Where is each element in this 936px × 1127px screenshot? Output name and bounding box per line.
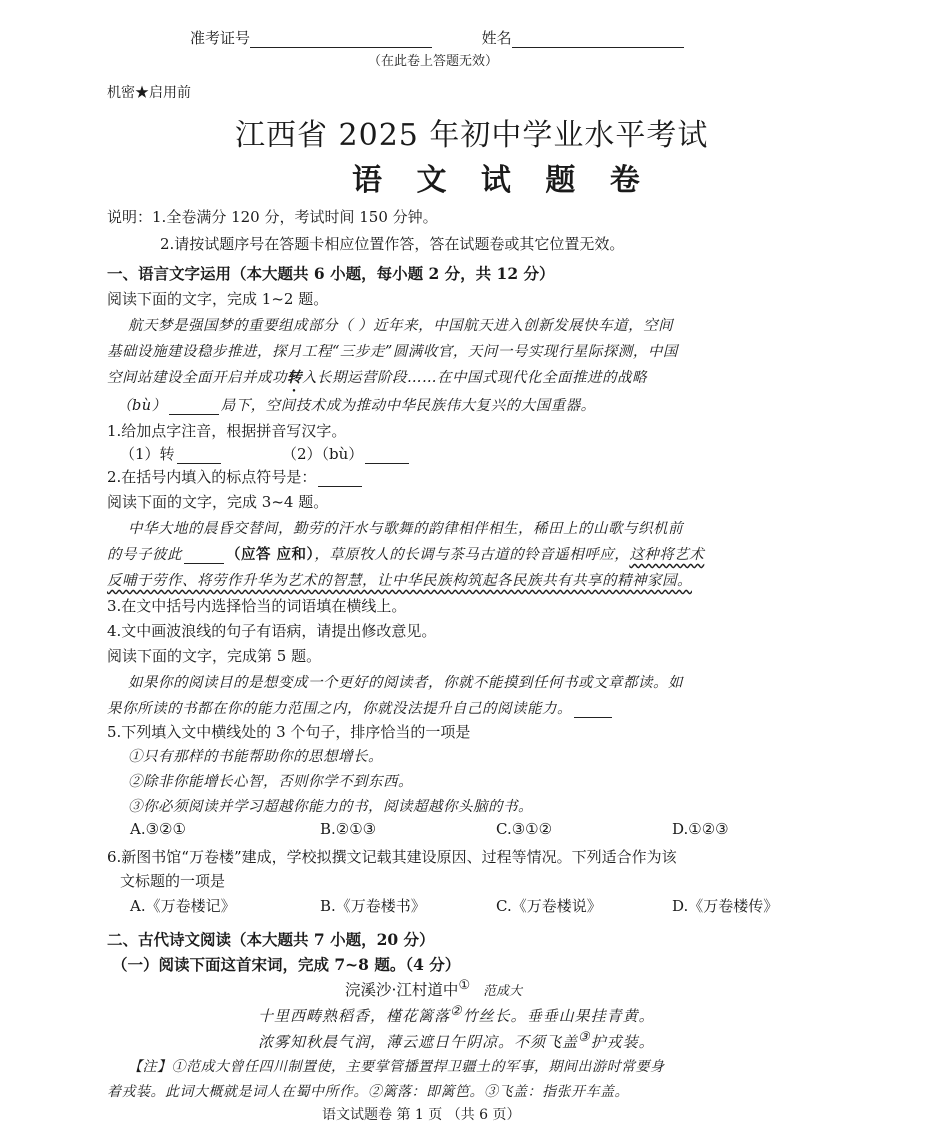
pinyin-hint: （bù） bbox=[117, 398, 167, 414]
question-2 bbox=[107, 466, 364, 487]
word-choice-blank[interactable] bbox=[184, 549, 224, 564]
dotted-char: 转 bbox=[287, 369, 302, 386]
question-6-option-d[interactable]: D.《万卷楼传》 bbox=[672, 897, 779, 915]
poem-line-1 bbox=[258, 1004, 655, 1026]
question-1-b-label: （2）（bù） bbox=[282, 445, 364, 463]
passage-2-line-2-a: 的号子彼此 bbox=[107, 547, 182, 563]
page-subtitle: 语 文 试 题 卷 bbox=[352, 163, 652, 198]
poem-title-note-mark: ① bbox=[458, 978, 471, 993]
exam-id-row bbox=[190, 27, 684, 48]
passage-3-line-2-text: 果你所读的书都在你的能力范围之内，你就没法提升自己的阅读能力。 bbox=[107, 701, 572, 717]
passage-3-line-1: 如果你的阅读目的是想变成一个更好的阅读者，你就不能摸到任何书或文章都读。如 bbox=[128, 675, 683, 691]
read-instruction-2: 阅读下面的文字，完成 3~4 题。 bbox=[107, 493, 329, 511]
passage-2-line-1: 中华大地的晨昏交替间，勤劳的汗水与歌舞的韵律相伴相生，稀田上的山歌与织机前 bbox=[128, 521, 683, 537]
poem-line-2 bbox=[258, 1030, 655, 1052]
wavy-sentence-part-1: 这种将艺术 bbox=[629, 547, 705, 563]
question-5-option-b[interactable]: B.②①③ bbox=[320, 820, 377, 838]
question-5-option-c[interactable]: C.③①② bbox=[496, 820, 553, 838]
question-6-line-2: 文标题的一项是 bbox=[120, 872, 226, 890]
passage-1-line-3-b: 入长期运营阶段……在中国式现代化全面推进的战略 bbox=[302, 370, 647, 386]
question-5-sentence-1: ①只有那样的书能帮助你的思想增长。 bbox=[128, 749, 383, 765]
question-5-sentence-3: ③你必须阅读并学习超越你能力的书，阅读超越你头脑的书。 bbox=[128, 799, 533, 815]
question-4: 4.文中画波浪线的句子有语病，请提出修改意见。 bbox=[107, 622, 437, 640]
secret-label: 机密★启用前 bbox=[107, 85, 191, 101]
page-title: 江西省 2025 年初中学业水平考试 bbox=[235, 118, 709, 153]
question-5-option-a[interactable]: A.③②① bbox=[130, 820, 186, 838]
read-instruction-1: 阅读下面的文字，完成 1~2 题。 bbox=[107, 290, 329, 308]
passage-1-line-3 bbox=[107, 366, 647, 395]
question-6-line-1: 6.新图书馆“万卷楼”建成，学校拟撰文记载其建设原因、过程等情况。下列适合作为该 bbox=[107, 848, 677, 866]
question-5: 5.下列填入文中横线处的 3 个句子，排序恰当的一项是 bbox=[107, 723, 471, 741]
question-2-blank[interactable] bbox=[318, 472, 362, 487]
exam-id-label: 准考证号 bbox=[190, 29, 251, 47]
question-1-b bbox=[282, 443, 411, 464]
poem-title-row bbox=[345, 978, 522, 1000]
passage-1-line-3-a: 空间站建设全面开启并成功 bbox=[107, 370, 287, 386]
passage-1-line-4 bbox=[117, 394, 596, 415]
name-field[interactable] bbox=[512, 29, 684, 48]
question-6-option-b[interactable]: B.《万卷楼书》 bbox=[320, 897, 426, 915]
question-2-label: 2.在括号内填入的标点符号是： bbox=[107, 468, 317, 486]
poem-line-1-b: 竹丝长。垂垂山果挂青黄。 bbox=[462, 1007, 655, 1025]
passage-2-line-2 bbox=[107, 543, 704, 564]
name-label: 姓名 bbox=[481, 29, 512, 47]
sentence-order-blank[interactable] bbox=[574, 703, 612, 718]
poem-line-1-note-mark: ② bbox=[450, 1004, 463, 1019]
poem-author: 范成大 bbox=[483, 984, 523, 1000]
passage-2-line-3 bbox=[107, 569, 692, 590]
passage-2-line-2-b: ，草原牧人的长调与茶马古道的铃音遥相呼应， bbox=[314, 547, 630, 563]
instruction-line-2: 2.请按试题序号在答题卡相应位置作答，答在试题卷或其它位置无效。 bbox=[160, 235, 625, 253]
section-2-title: 二、古代诗文阅读（本大题共 7 小题，20 分） bbox=[107, 930, 435, 949]
passage-1-line-1: 航天梦是强国梦的重要组成部分（ ）近年来，中国航天进入创新发展快车道，空间 bbox=[128, 318, 674, 334]
instruction-prefix: 说明： bbox=[107, 208, 153, 226]
passage-3-line-2 bbox=[107, 697, 614, 718]
question-6-option-c[interactable]: C.《万卷楼说》 bbox=[496, 897, 602, 915]
poem-note-line-2: 着戎装。此词大概就是词人在蜀中所作。②篱落：即篱笆。③飞盖：指张开车盖。 bbox=[107, 1084, 629, 1100]
question-5-sentence-2: ②除非你能增长心智，否则你学不到东西。 bbox=[128, 774, 413, 790]
poem-line-1-a: 十里西畴熟稻香，槿花篱落 bbox=[258, 1007, 451, 1025]
question-1-a bbox=[120, 443, 223, 464]
instruction-line-1 bbox=[107, 206, 438, 227]
poem-line-2-b: 护戎装。 bbox=[590, 1033, 655, 1051]
word-choice-options: （应答 应和） bbox=[226, 546, 315, 563]
question-1-a-label: （1）转 bbox=[120, 445, 175, 463]
instruction-text-1: 1.全卷满分 120 分，考试时间 150 分钟。 bbox=[152, 208, 438, 226]
question-1: 1.给加点字注音，根据拼音写汉字。 bbox=[107, 422, 347, 440]
poem-title: 浣溪沙·江村道中 bbox=[345, 981, 459, 1000]
question-1-a-blank[interactable] bbox=[177, 449, 221, 464]
question-1-b-blank[interactable] bbox=[365, 449, 409, 464]
passage-1-line-2: 基础设施建设稳步推进，探月工程“三步走”圆满收官，天问一号实现行星际探测，中国 bbox=[107, 344, 678, 360]
poem-line-2-a: 浓雾知秋晨气润，薄云遮日午阴凉。不须飞盖 bbox=[258, 1033, 579, 1051]
read-instruction-3: 阅读下面的文字，完成第 5 题。 bbox=[107, 647, 322, 665]
passage-1-line-4-b: 局下，空间技术成为推动中华民族伟大复兴的大国重器。 bbox=[220, 398, 596, 414]
section-2-subtitle: （一）阅读下面这首宋词，完成 7~8 题。（4 分） bbox=[112, 955, 461, 974]
question-5-option-d[interactable]: D.①②③ bbox=[672, 820, 729, 838]
answer-notice: （在此卷上答题无效） bbox=[368, 54, 499, 69]
page-footer: 语文试题卷 第 1 页 （共 6 页） bbox=[322, 1107, 521, 1123]
question-6-option-a[interactable]: A.《万卷楼记》 bbox=[130, 897, 236, 915]
section-1-title: 一、语言文字运用（本大题共 6 小题，每小题 2 分，共 12 分） bbox=[107, 264, 555, 283]
poem-line-2-note-mark: ③ bbox=[578, 1030, 591, 1045]
wavy-sentence-part-2: 反哺于劳作、将劳作升华为艺术的智慧，让中华民族构筑起各民族共有共享的精神家园。 bbox=[107, 573, 692, 589]
poem-note-line-1: 【注】①范成大曾任四川制置使，主要掌管播置捍卫疆土的军事，期间出游时常要身 bbox=[128, 1059, 665, 1075]
question-3: 3.在文中括号内选择恰当的词语填在横线上。 bbox=[107, 597, 407, 615]
pinyin-blank[interactable] bbox=[169, 400, 219, 415]
exam-id-field[interactable] bbox=[250, 29, 432, 48]
